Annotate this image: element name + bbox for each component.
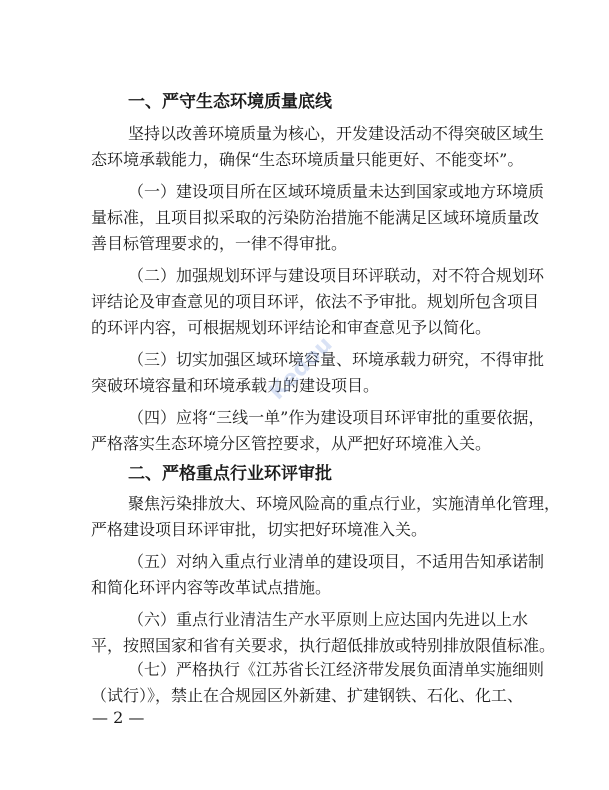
- paragraph-line: （七）严格执行《江苏省长江经济带发展负面清单实施细则: [128, 660, 545, 679]
- paragraph-line: 善目标管理要求的，一律不得审批。: [91, 234, 348, 253]
- paragraph-line: 突破环境容量和环境承载力的建设项目。: [91, 376, 380, 395]
- paragraph-line: （二）加强规划环评与建设项目环评联动，对不符合规划环: [128, 266, 545, 285]
- section-heading-1: 一、严守生态环境质量底线: [128, 92, 332, 112]
- watermark: Kedou: [264, 332, 338, 405]
- paragraph-line: 严格落实生态环境分区管控要求，从严把好环境准入关。: [91, 434, 492, 453]
- paragraph-line: （五）对纳入重点行业清单的建设项目，不适用告知承诺制: [128, 552, 545, 571]
- paragraph-line: （一）建设项目所在区域环境质量未达到国家或地方环境质: [128, 182, 545, 201]
- paragraph-line: （三）切实加强区域环境容量、环境承载力研究，不得审批: [128, 350, 545, 369]
- page-number: — 2 —: [92, 708, 145, 727]
- paragraph-line: 评结论及审查意见的项目环评，依法不予审批。规划所包含项目: [91, 292, 540, 311]
- paragraph-line: 平，按照国家和省有关要求，执行超低排放或特别排放限值标准。: [91, 636, 556, 655]
- paragraph-line: 的环评内容，可根据规划环评结论和审查意见予以简化。: [91, 318, 492, 337]
- section-heading-2: 二、严格重点行业环评审批: [128, 464, 332, 484]
- paragraph-line: 量标准，且项目拟采取的污染防治措施不能满足区域环境质量改: [91, 208, 540, 227]
- paragraph-line: 和简化环评内容等改革试点措施。: [91, 578, 332, 597]
- paragraph-line: （四）应将“三线一单”作为建设项目环评审批的重要依据，: [128, 408, 545, 427]
- paragraph-line: （试行）》，禁止在合规园区外新建、扩建钢铁、石化、化工、: [91, 686, 524, 705]
- paragraph-line: 严格建设项目环评审批，切实把好环境准入关。: [91, 520, 428, 539]
- paragraph-line: 态环境承载能力，确保“生态环境质量只能更好、不能变坏”。: [91, 150, 524, 169]
- paragraph-line: 坚持以改善环境质量为核心，开发建设活动不得突破区域生: [128, 124, 545, 143]
- paragraph-line: 聚焦污染排放大、环境风险高的重点行业，实施清单化管理，: [128, 494, 561, 513]
- paragraph-line: （六）重点行业清洁生产水平原则上应达国内先进以上水: [128, 610, 529, 629]
